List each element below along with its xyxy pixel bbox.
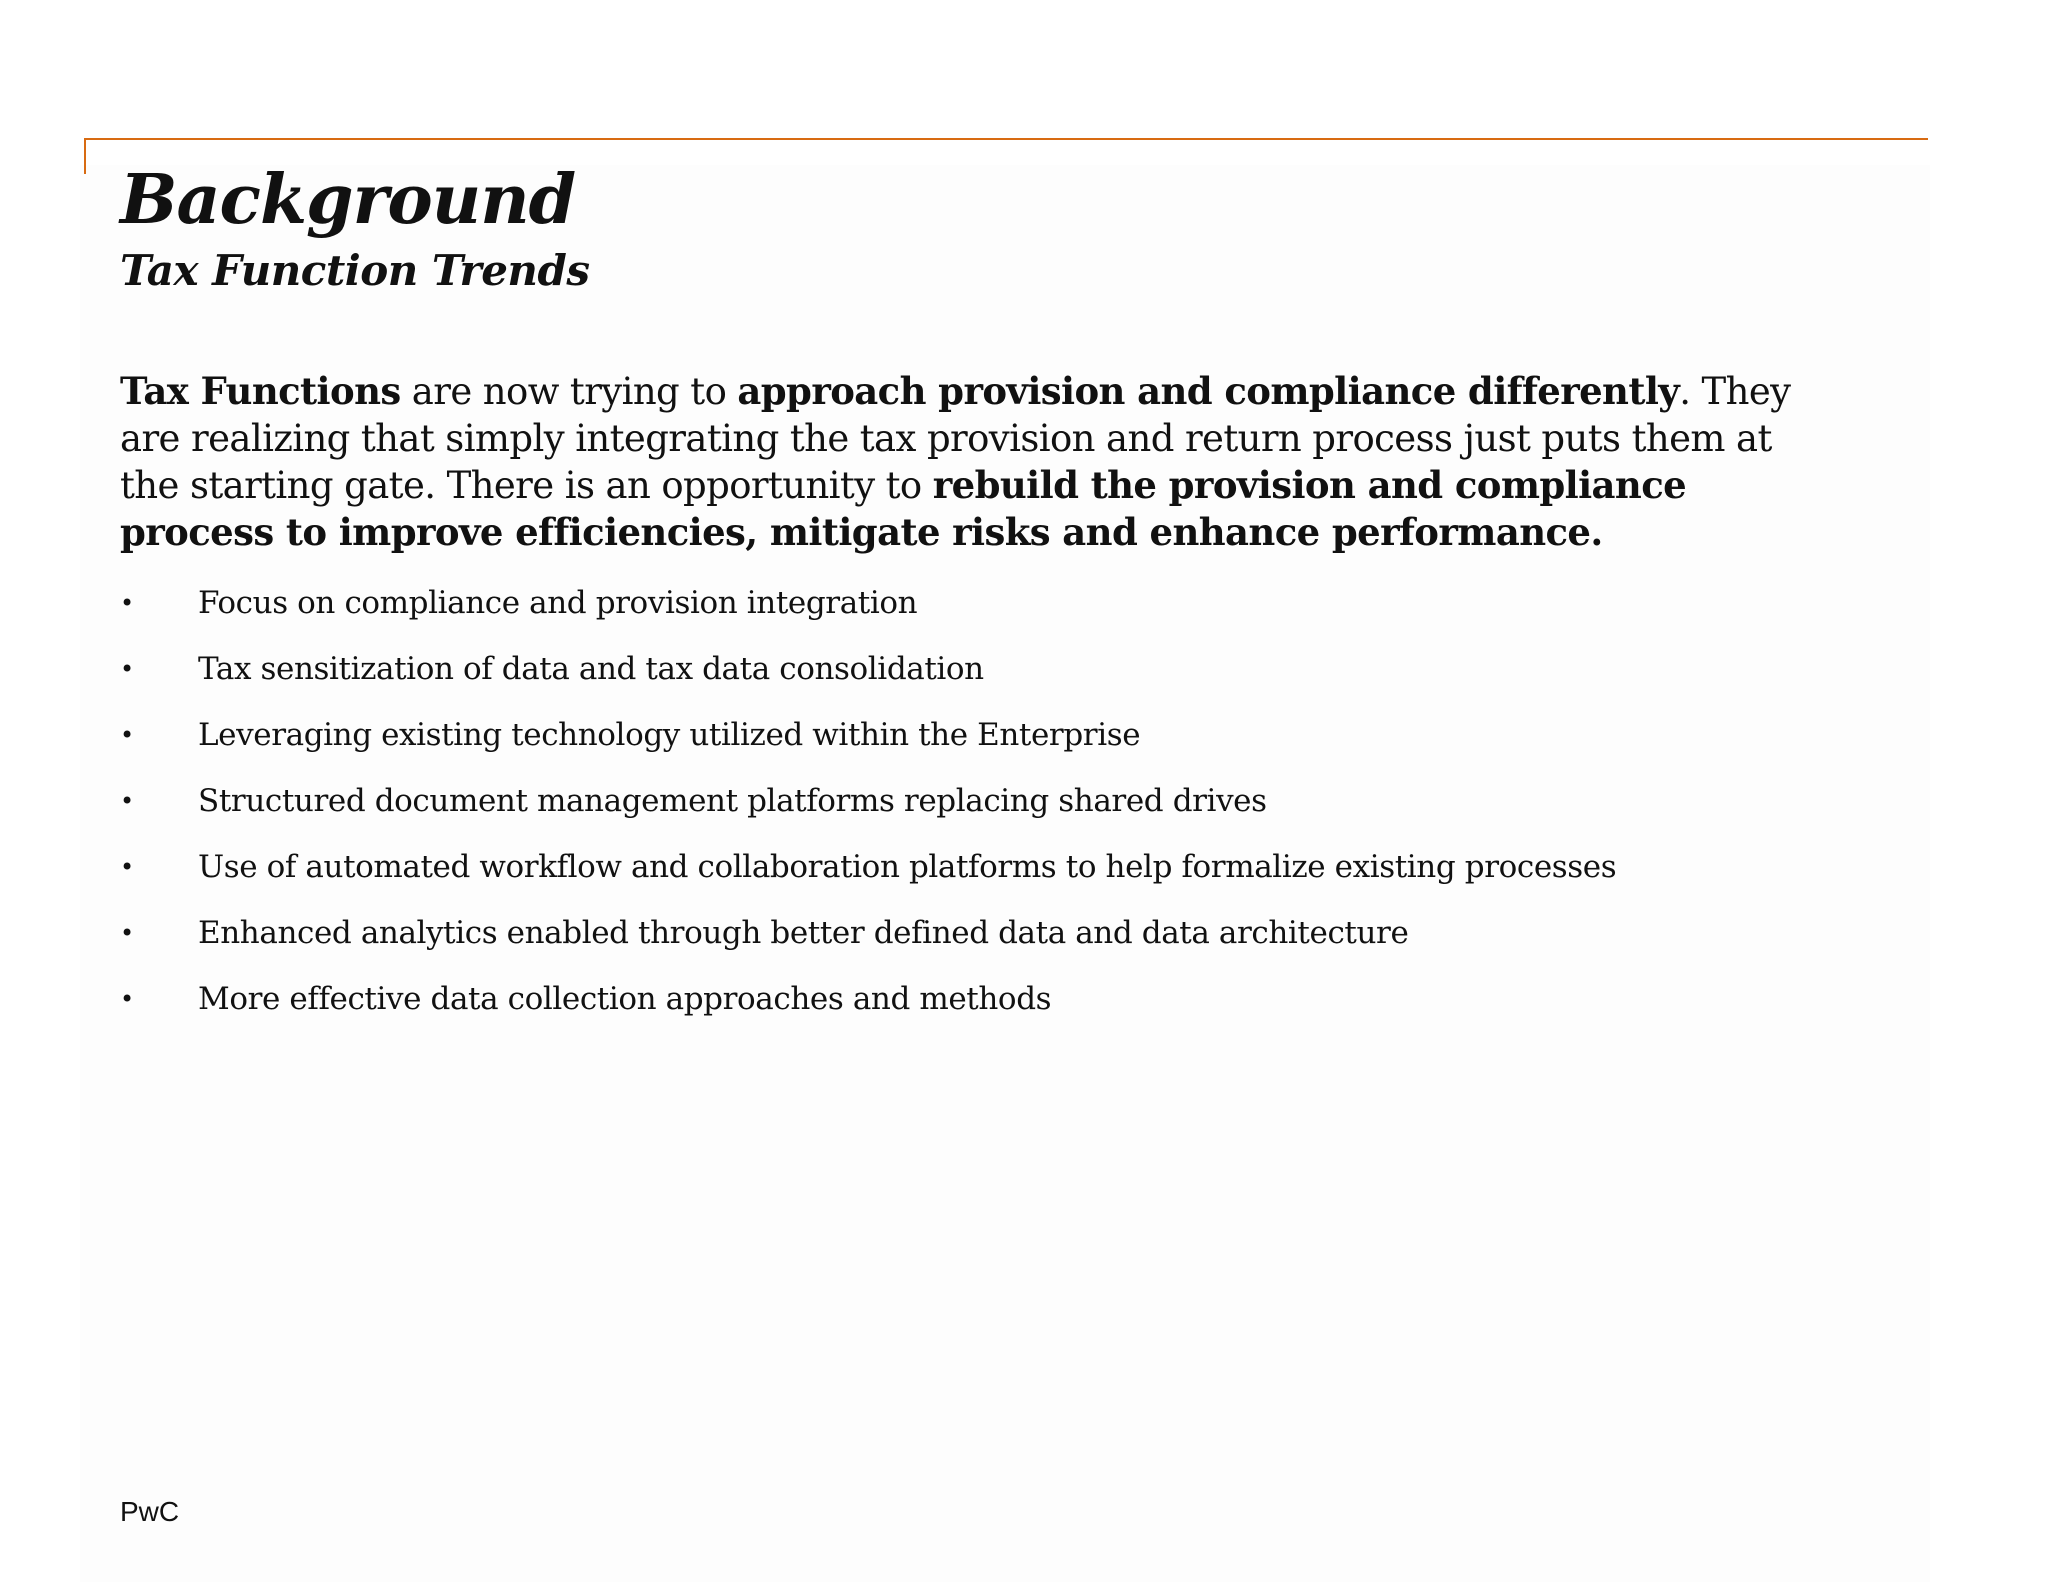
bullet-icon: • [120, 985, 134, 1013]
header-accent-tick [84, 138, 86, 174]
intro-bold-subject: Tax Functions [120, 369, 401, 413]
bullet-icon: • [120, 919, 134, 947]
bullet-icon: • [120, 853, 134, 881]
bullet-text: Structured document management platforms replacing shared drives [198, 783, 1267, 819]
bullet-text: Use of automated workflow and collaboration platforms to help formalize existing processes [198, 849, 1617, 885]
bullet-icon: • [120, 655, 134, 683]
intro-bold-approach: approach provision and compliance differently [737, 369, 1680, 413]
slide-subtitle: Tax Function Trends [120, 246, 590, 295]
intro-bold-opportunity: rebuild the provision and compliance process to improve efficiencies, mitigate risks and enhance performance. [120, 463, 1687, 554]
slide-title: Background [120, 160, 576, 240]
bullet-text: Focus on compliance and provision integration [198, 585, 918, 621]
bullet-text: Leveraging existing technology utilized within the Enterprise [198, 717, 1141, 753]
bullet-text: More effective data collection approaches and methods [198, 981, 1052, 1017]
footer-brand-label: PwC [120, 1496, 180, 1527]
bullet-icon: • [120, 787, 134, 815]
header-accent-rule [84, 138, 1928, 140]
intro-paragraph [120, 368, 1840, 556]
bullet-icon: • [120, 721, 134, 749]
intro-text-1: are now trying to [400, 370, 738, 413]
bullet-text: Tax sensitization of data and tax data consolidation [198, 651, 984, 687]
bullet-text: Enhanced analytics enabled through better defined data and data architecture [198, 915, 1409, 951]
bullet-icon: • [120, 589, 134, 617]
intro-text-2: . They are realizing that simply integrating the tax provision and return process just puts them at the starting gate. There is an opportunity to [120, 370, 1791, 507]
